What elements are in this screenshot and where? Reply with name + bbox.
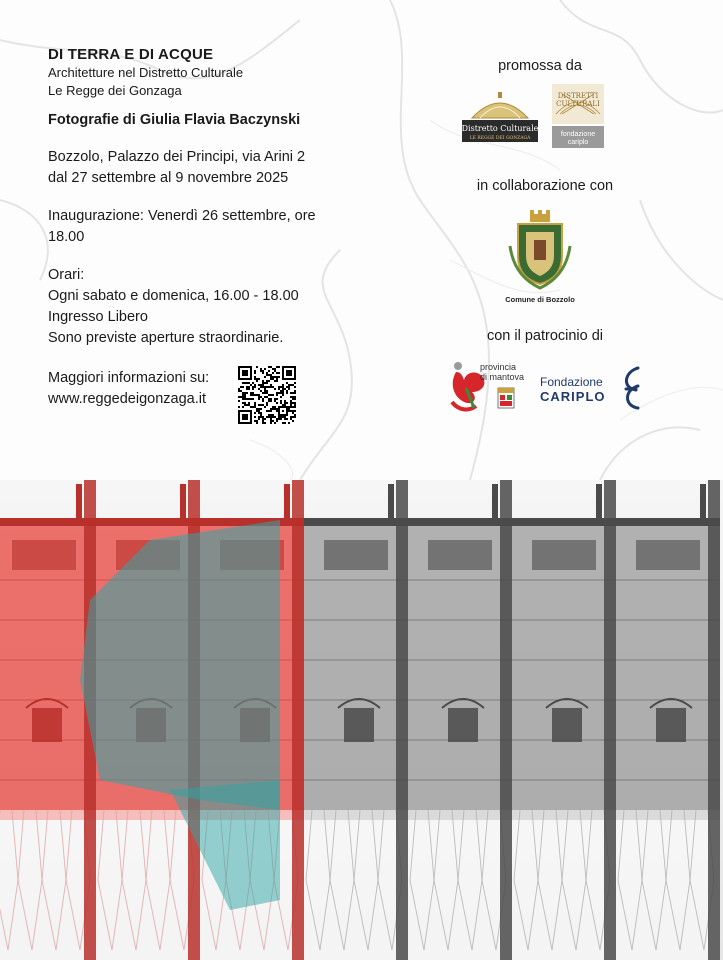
distretto-label-1: Distretto Culturale <box>462 124 538 133</box>
facade-photograph <box>0 480 723 960</box>
hours-line-2: Ingresso Libero <box>48 309 148 325</box>
opening-block <box>48 206 348 248</box>
comune-label: Comune di Bozzolo <box>505 295 575 304</box>
patronage-heading: con il patrocinio di <box>486 328 604 344</box>
venue-dates: dal 27 settembre al 9 novembre 2025 <box>48 170 289 186</box>
exhibition-info <box>48 46 348 428</box>
more-info-block <box>48 368 348 428</box>
fondazione-small-2: cariplo <box>567 139 589 146</box>
distretti-label-2: CULTURALI <box>556 100 600 108</box>
hours-line-3: Sono previste aperture straordinarie. <box>48 330 284 346</box>
photographer-credit: Fotografie di Giulia Flavia Baczynski <box>48 112 301 128</box>
venue-address: Bozzolo, Palazzo dei Principi, via Arini 2 <box>48 149 306 165</box>
hours-block <box>48 265 348 349</box>
exhibition-subtitle-1: Architetture nel Distretto Culturale <box>48 65 244 80</box>
distretti-label-1: DISTRETTI <box>557 92 599 100</box>
promoted-by-heading: promossa da <box>498 58 582 74</box>
cariplo-label-2: CARIPLO <box>540 389 606 404</box>
provincia-di-mantova-logo <box>448 358 528 414</box>
opening-line-2: 18.00 <box>48 229 85 245</box>
distretti-culturali-logo <box>552 84 604 148</box>
exhibition-title: DI TERRA E DI ACQUE <box>48 46 214 63</box>
cariplo-label-1: Fondazione <box>540 375 603 389</box>
distretto-label-2: LE REGGE DEI GONZAGA <box>469 136 531 141</box>
hours-line-1: Ogni sabato e domenica, 16.00 - 18.00 <box>48 288 299 304</box>
opening-line-1: Inaugurazione: Venerdì 26 settembre, ore <box>48 208 316 224</box>
website-link[interactable]: www.reggedeigonzaga.it <box>48 391 206 407</box>
hours-label: Orari: <box>48 267 85 283</box>
comune-di-bozzolo-crest <box>500 206 580 306</box>
fondazione-small-1: fondazione <box>560 131 596 138</box>
provincia-label-1: provincia <box>480 362 517 372</box>
collaboration-heading: in collaborazione con <box>476 178 614 194</box>
venue-block <box>48 147 348 189</box>
exhibition-subtitle-2: Le Regge dei Gonzaga <box>48 83 182 98</box>
more-info-label: Maggiori informazioni su: <box>48 370 210 386</box>
fondazione-cariplo-logo <box>540 362 642 414</box>
qr-code-icon[interactable] <box>238 366 296 424</box>
distretto-culturale-logo <box>462 86 538 142</box>
provincia-label-2: di mantova <box>480 372 525 382</box>
